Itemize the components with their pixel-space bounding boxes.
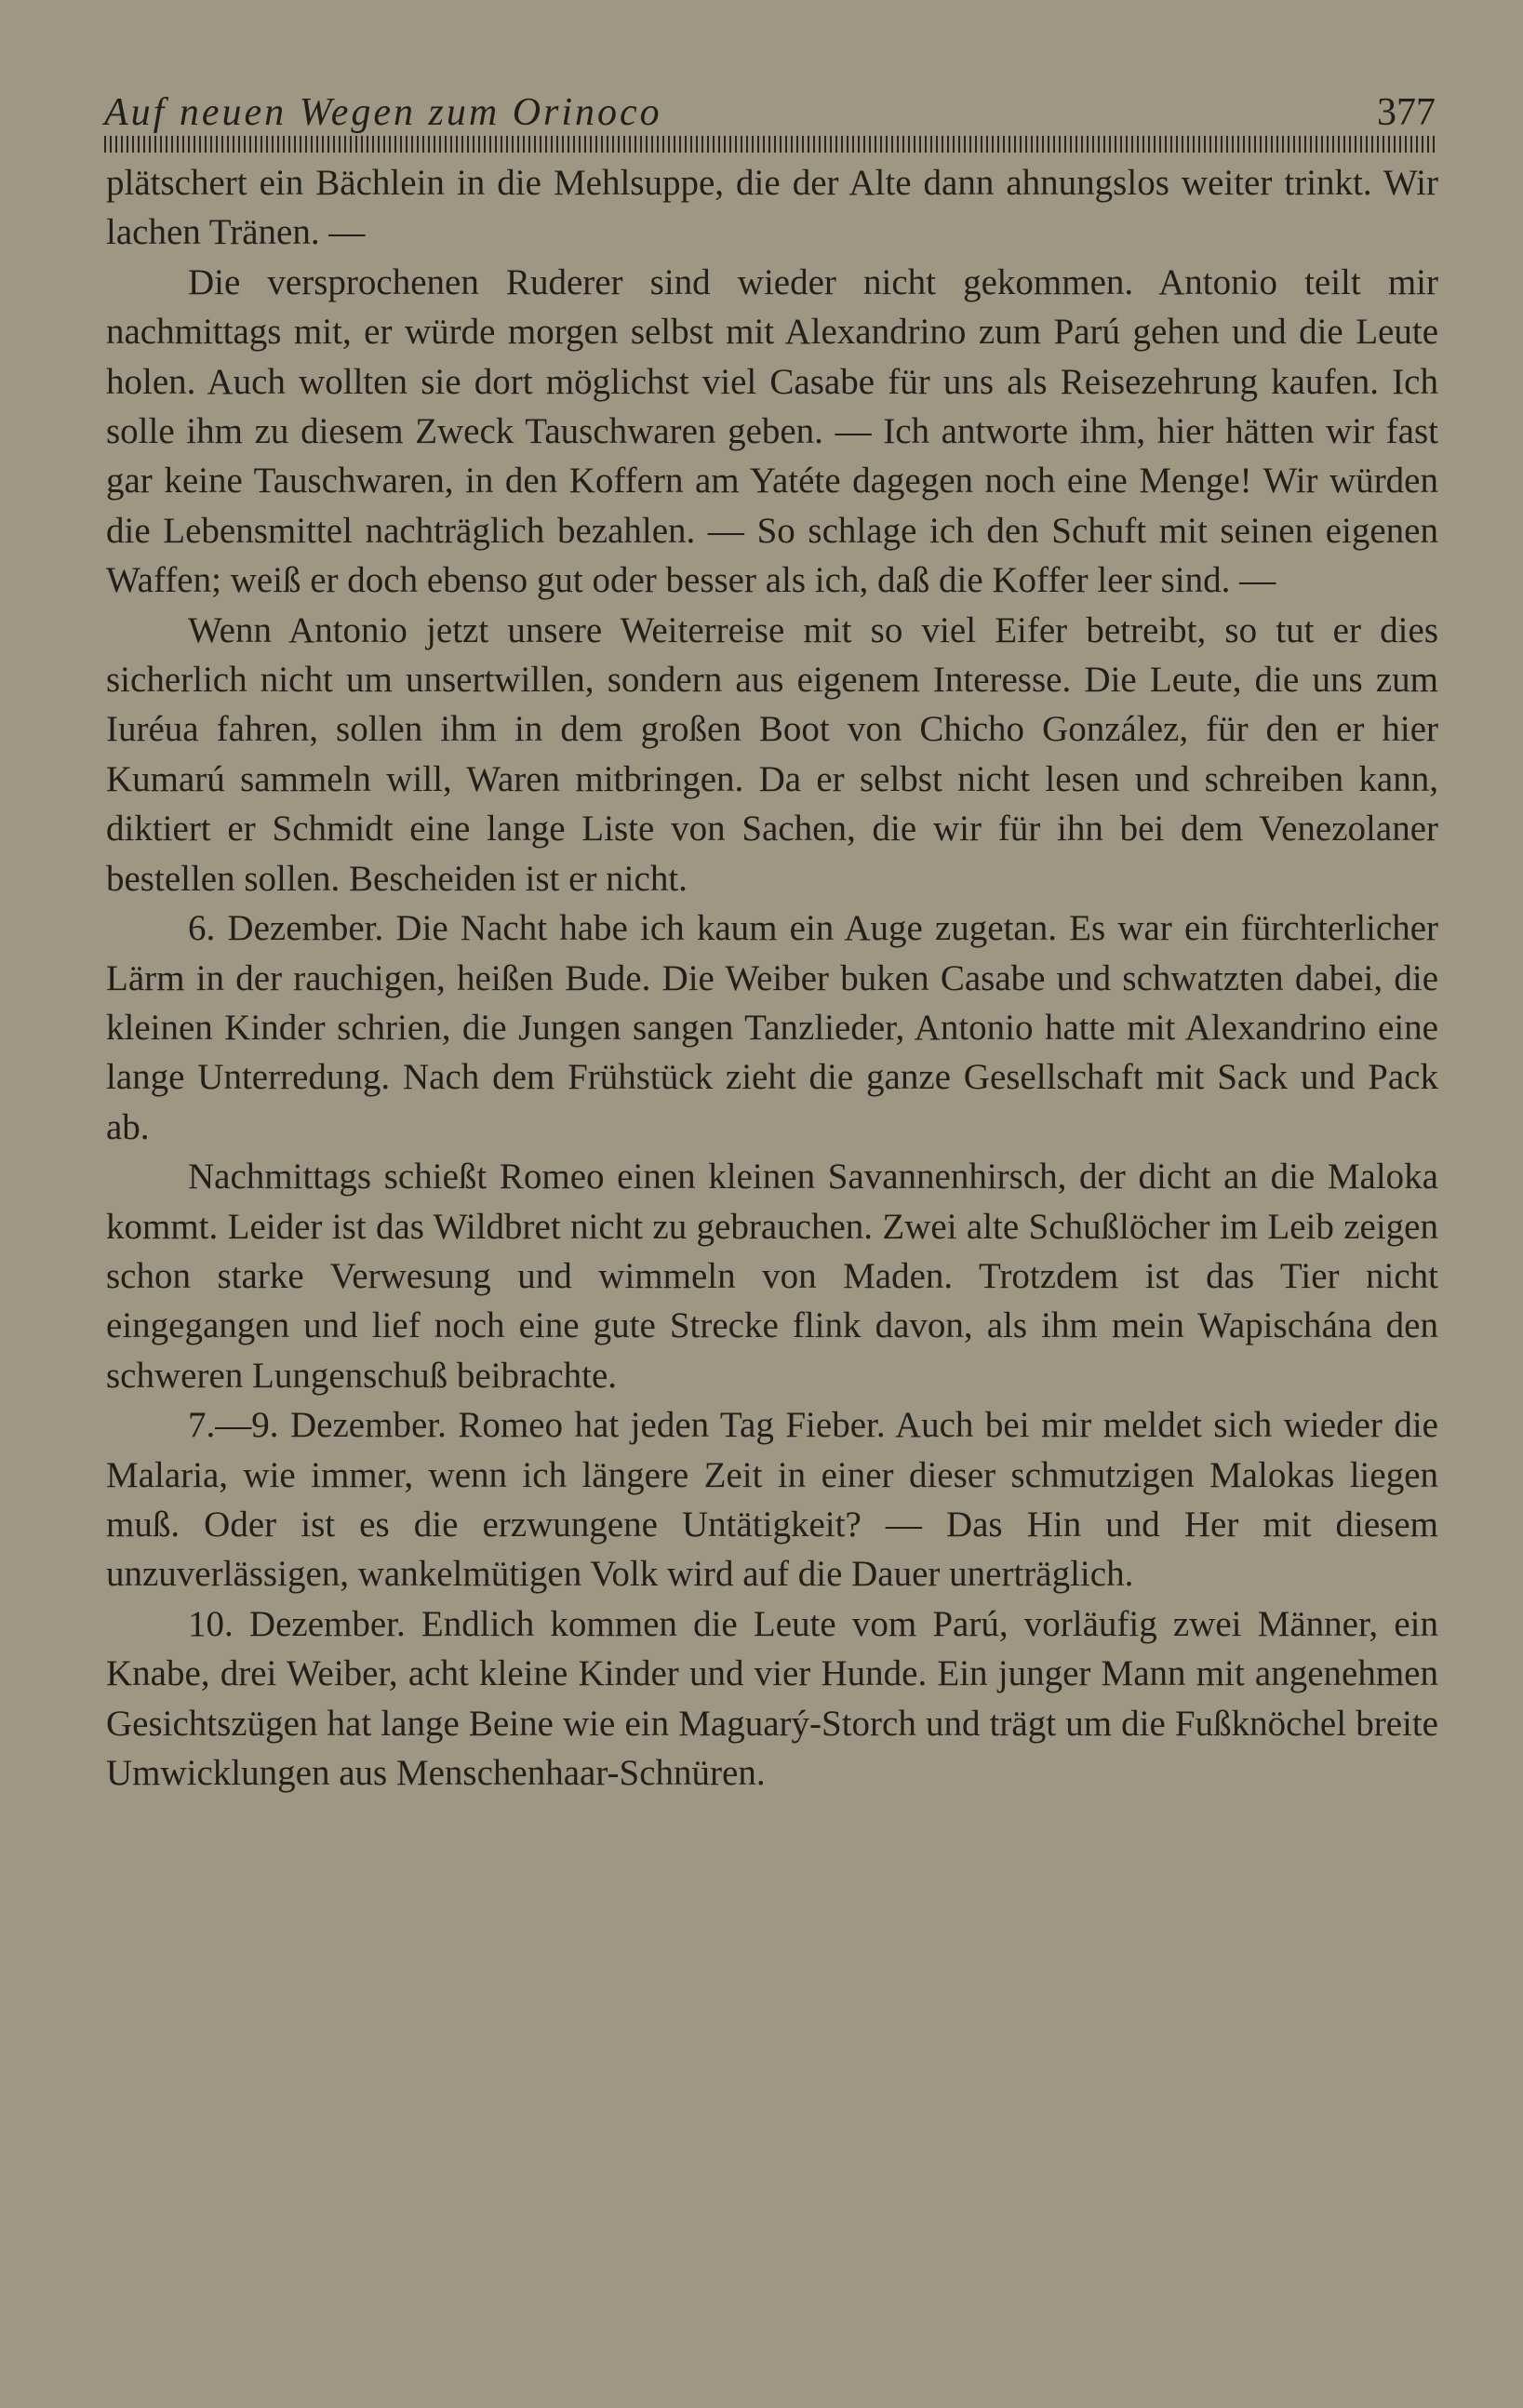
- body-text: [106, 158, 1438, 1798]
- paragraph-december-6: 6. Dezember. Die Nacht habe ich kaum ein Auge zugetan. Es war ein fürchterlicher Lärm in der rauchigen, heißen Bude. Die Weiber buken Casabe und schwatzten dabei, die kleinen Kinder schrien, die Jungen sangen Tanzlieder, Antonio hatte mit Alexandrino eine lange Unterredung. Nach dem Frühstück zieht die ganze Gesellschaft mit Sack und Pack ab.: [106, 908, 1438, 1147]
- paragraph-deer-hunt: Nachmittags schießt Romeo einen kleinen Savannenhirsch, der dicht an die Maloka kommt. Leider ist das Wildbret nicht zu gebrauchen. Zwei alte Schußlöcher im Leib zeigen schon starke Verwesung und wimmeln von Maden. Trotzdem ist das Tier nicht eingegangen und lief noch eine gute Strecke flink davon, als ihm mein Wapischána den schweren Lungenschuß beibrachte.: [106, 1157, 1438, 1396]
- paragraph-december-10: 10. Dezember. Endlich kommen die Leute vom Parú, vorläufig zwei Männer, ein Knabe, drei Weiber, acht kleine Kinder und vier Hunde. Ein junger Mann mit angenehmen Gesichtszügen hat lange Beine wie ein Maguarý-Storch und trägt um die Fußknöchel breite Umwicklungen aus Menschenhaar-Schnüren.: [106, 1603, 1438, 1793]
- running-title: Auf neuen Wegen zum Orinoco: [104, 91, 662, 134]
- paragraph-antonio-interest: Wenn Antonio jetzt unsere Weiterreise mit so viel Eifer betreibt, so tut er dies sicherlich nicht um unsertwillen, sondern aus eigenem Interesse. Die Leute, die uns zum Iuréua fahren, sollen ihm in dem großen Boot von Chicho González, für den er hier Kumarú sammeln will, Waren mitbringen. Da er selbst nicht lesen und schreiben kann, diktiert er Schmidt eine lange Liste von Sachen, die wir für ihn bei dem Venezolaner bestellen sollen. Bescheiden ist er nicht.: [106, 609, 1438, 899]
- page-header: [104, 89, 1439, 136]
- paragraph-rowers: Die versprochenen Ruderer sind wieder nicht gekommen. Antonio teilt mir nachmittags mit, er würde morgen selbst mit Alexandrino zum Parú gehen und die Leute holen. Auch wollten sie dort möglichst viel Casabe für uns als Reisezehrung kaufen. Ich solle ihm zu diesem Zweck Tauschwaren geben. — Ich antworte ihm, hier hätten wir fast gar keine Tauschwaren, in den Koffern am Yatéte dagegen noch eine Menge! Wir würden die Lebensmittel nachträglich bezahlen. — So schlage ich den Schuft mit seinen eigenen Waffen; weiß er doch ebenso gut oder besser als ich, daß die Koffer leer sind. —: [106, 261, 1438, 601]
- paragraph-december-7-9: 7.—9. Dezember. Romeo hat jeden Tag Fieber. Auch bei mir meldet sich wieder die Malaria, wie immer, wenn ich längere Zeit in einer dieser schmutzigen Malokas liegen muß. Oder ist es die erzwungene Untätigkeit? — Das Hin und Her mit diesem unzuverlässigen, wankelmütigen Volk wird auf die Dauer unerträglich.: [106, 1405, 1438, 1595]
- paragraph-continuation: plätschert ein Bächlein in die Mehlsuppe, die der Alte dann ahnungslos weiter trinkt. Wir lachen Tränen. —: [106, 163, 1438, 253]
- header-rule: [104, 136, 1435, 153]
- page-number: 377: [1377, 91, 1436, 134]
